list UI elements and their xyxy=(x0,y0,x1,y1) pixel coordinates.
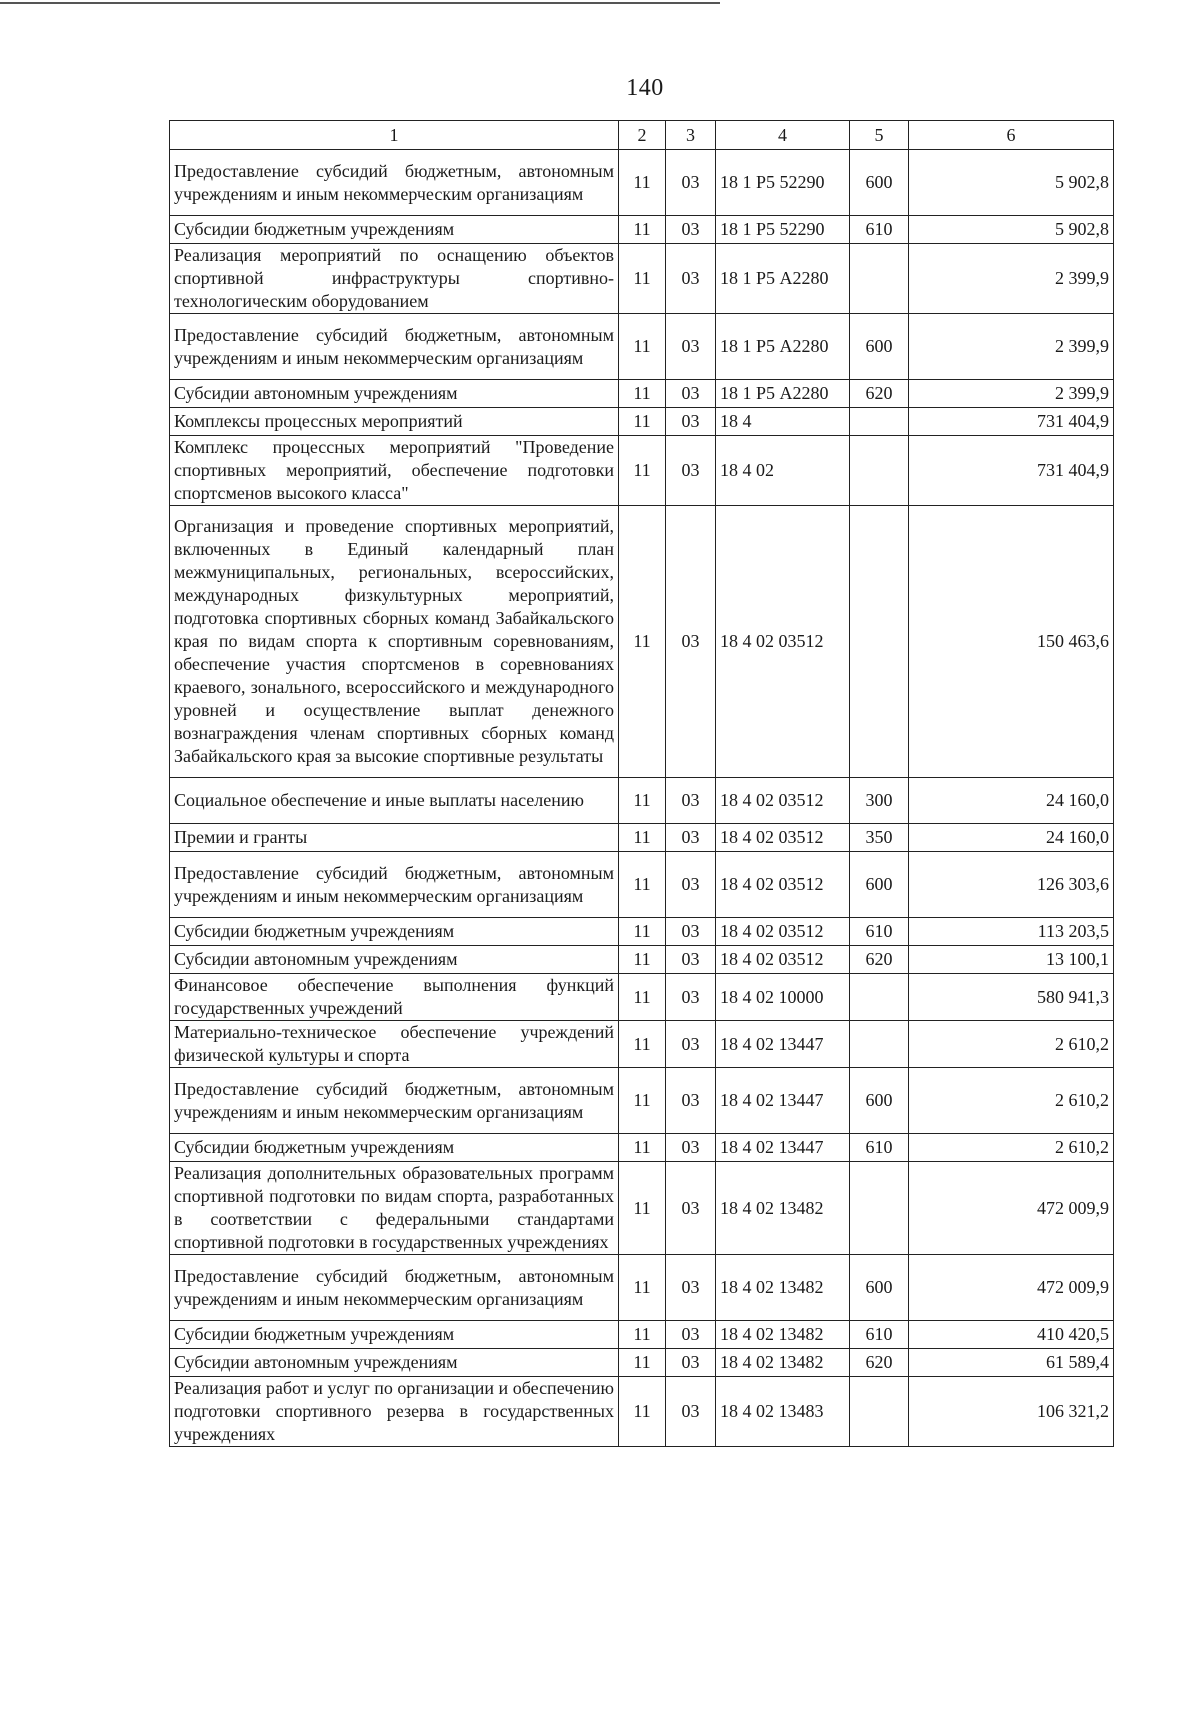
row-name-cell: Субсидии бюджетным учреждениям xyxy=(170,1134,619,1162)
row-subsection-cell: 03 xyxy=(666,150,716,216)
row-expense-type-cell: 600 xyxy=(850,1068,909,1134)
row-expense-type-cell: 600 xyxy=(850,314,909,380)
row-subsection-cell: 03 xyxy=(666,216,716,244)
row-name-cell: Реализация мероприятий по оснащению объектов спортивной инфраструктуры спортивно-технологическим оборудованием xyxy=(170,244,619,314)
row-amount-cell: 472 009,9 xyxy=(909,1162,1114,1255)
table-row xyxy=(170,314,1114,380)
row-target-code-cell: 18 4 02 13447 xyxy=(716,1068,850,1134)
table-row xyxy=(170,974,1114,1021)
row-name-cell: Финансовое обеспечение выполнения функций государственных учреждений xyxy=(170,974,619,1021)
row-section-cell: 11 xyxy=(619,1255,666,1321)
table-row xyxy=(170,1321,1114,1349)
row-section-cell: 11 xyxy=(619,408,666,436)
row-section-cell: 11 xyxy=(619,852,666,918)
table-row xyxy=(170,1068,1114,1134)
row-amount-cell: 24 160,0 xyxy=(909,824,1114,852)
table-row xyxy=(170,1134,1114,1162)
row-name-cell: Комплексы процессных мероприятий xyxy=(170,408,619,436)
row-section-cell: 11 xyxy=(619,946,666,974)
row-subsection-cell: 03 xyxy=(666,824,716,852)
row-subsection-cell: 03 xyxy=(666,408,716,436)
row-section-cell: 11 xyxy=(619,436,666,506)
row-subsection-cell: 03 xyxy=(666,436,716,506)
row-amount-cell: 61 589,4 xyxy=(909,1349,1114,1377)
row-expense-type-cell: 610 xyxy=(850,918,909,946)
row-name-cell: Предоставление субсидий бюджетным, автономным учреждениям и иным некоммерческим организациям xyxy=(170,150,619,216)
header-cell-section: 2 xyxy=(619,121,666,150)
row-amount-cell: 5 902,8 xyxy=(909,216,1114,244)
table-row xyxy=(170,1349,1114,1377)
row-amount-cell: 2 399,9 xyxy=(909,244,1114,314)
row-name-cell: Комплекс процессных мероприятий "Проведение спортивных мероприятий, обеспечение подготовки спортсменов высокого класса" xyxy=(170,436,619,506)
row-name-cell: Субсидии бюджетным учреждениям xyxy=(170,918,619,946)
row-target-code-cell: 18 4 02 03512 xyxy=(716,946,850,974)
header-cell-amount: 6 xyxy=(909,121,1114,150)
row-target-code-cell: 18 4 02 13482 xyxy=(716,1255,850,1321)
row-name-cell: Предоставление субсидий бюджетным, автономным учреждениям и иным некоммерческим организациям xyxy=(170,1255,619,1321)
row-subsection-cell: 03 xyxy=(666,1021,716,1068)
row-amount-cell: 150 463,6 xyxy=(909,506,1114,778)
row-section-cell: 11 xyxy=(619,150,666,216)
table-row xyxy=(170,852,1114,918)
row-amount-cell: 2 610,2 xyxy=(909,1134,1114,1162)
row-target-code-cell: 18 4 02 03512 xyxy=(716,778,850,824)
row-expense-type-cell xyxy=(850,436,909,506)
row-name-cell: Предоставление субсидий бюджетным, автономным учреждениям и иным некоммерческим организациям xyxy=(170,852,619,918)
table-row xyxy=(170,408,1114,436)
row-subsection-cell: 03 xyxy=(666,1068,716,1134)
row-expense-type-cell: 620 xyxy=(850,1349,909,1377)
row-subsection-cell: 03 xyxy=(666,1134,716,1162)
row-expense-type-cell xyxy=(850,1162,909,1255)
row-amount-cell: 2 610,2 xyxy=(909,1068,1114,1134)
row-target-code-cell: 18 4 02 13482 xyxy=(716,1349,850,1377)
table-row xyxy=(170,1377,1114,1447)
header-cell-target: 4 xyxy=(716,121,850,150)
table-row xyxy=(170,918,1114,946)
row-target-code-cell: 18 1 Р5 52290 xyxy=(716,150,850,216)
row-subsection-cell: 03 xyxy=(666,974,716,1021)
row-amount-cell: 106 321,2 xyxy=(909,1377,1114,1447)
row-expense-type-cell: 610 xyxy=(850,1321,909,1349)
row-target-code-cell: 18 4 02 13447 xyxy=(716,1134,850,1162)
page-number: 140 xyxy=(626,75,664,101)
row-subsection-cell: 03 xyxy=(666,1377,716,1447)
row-target-code-cell: 18 4 02 xyxy=(716,436,850,506)
row-section-cell: 11 xyxy=(619,216,666,244)
table-row xyxy=(170,946,1114,974)
row-section-cell: 11 xyxy=(619,1321,666,1349)
row-section-cell: 11 xyxy=(619,314,666,380)
row-subsection-cell: 03 xyxy=(666,1349,716,1377)
top-scan-rule xyxy=(0,2,720,4)
row-amount-cell: 5 902,8 xyxy=(909,150,1114,216)
table-row xyxy=(170,150,1114,216)
row-name-cell: Предоставление субсидий бюджетным, автономным учреждениям и иным некоммерческим организациям xyxy=(170,314,619,380)
table-row xyxy=(170,380,1114,408)
row-expense-type-cell: 300 xyxy=(850,778,909,824)
header-cell-type: 5 xyxy=(850,121,909,150)
row-expense-type-cell xyxy=(850,974,909,1021)
row-name-cell: Организация и проведение спортивных мероприятий, включенных в Единый календарный план межмуниципальных, региональных, всероссийских, международных физкультурных мероприятий, подготовка спортивных сборных команд Забайкальского края по видам спорта к спортивным соревнованиям, обеспечение участия спортсменов в соревнованиях краевого, зонального, всероссийского и международного уровней и осуществление выплат денежного вознаграждения членам спортивных сборных команд Забайкальского края за высокие спортивные результаты xyxy=(170,506,619,778)
row-section-cell: 11 xyxy=(619,244,666,314)
row-target-code-cell: 18 1 Р5 52290 xyxy=(716,216,850,244)
table-row xyxy=(170,1255,1114,1321)
row-target-code-cell: 18 1 Р5 А2280 xyxy=(716,244,850,314)
row-name-cell: Субсидии автономным учреждениям xyxy=(170,380,619,408)
row-amount-cell: 13 100,1 xyxy=(909,946,1114,974)
budget-table xyxy=(169,120,1114,1447)
table-row xyxy=(170,1021,1114,1068)
table-row xyxy=(170,244,1114,314)
header-cell-subsection: 3 xyxy=(666,121,716,150)
header-row xyxy=(170,121,1114,150)
row-amount-cell: 410 420,5 xyxy=(909,1321,1114,1349)
row-subsection-cell: 03 xyxy=(666,314,716,380)
row-target-code-cell: 18 4 02 03512 xyxy=(716,852,850,918)
row-section-cell: 11 xyxy=(619,1068,666,1134)
row-name-cell: Предоставление субсидий бюджетным, автономным учреждениям и иным некоммерческим организациям xyxy=(170,1068,619,1134)
row-target-code-cell: 18 4 02 03512 xyxy=(716,506,850,778)
row-section-cell: 11 xyxy=(619,1021,666,1068)
row-section-cell: 11 xyxy=(619,1349,666,1377)
row-target-code-cell: 18 4 02 03512 xyxy=(716,918,850,946)
row-amount-cell: 731 404,9 xyxy=(909,408,1114,436)
table-row xyxy=(170,824,1114,852)
table-row xyxy=(170,1162,1114,1255)
row-target-code-cell: 18 1 Р5 А2280 xyxy=(716,314,850,380)
row-name-cell: Субсидии автономным учреждениям xyxy=(170,1349,619,1377)
header-cell-name: 1 xyxy=(170,121,619,150)
row-name-cell: Субсидии автономным учреждениям xyxy=(170,946,619,974)
row-name-cell: Премии и гранты xyxy=(170,824,619,852)
row-expense-type-cell xyxy=(850,408,909,436)
row-subsection-cell: 03 xyxy=(666,852,716,918)
row-target-code-cell: 18 4 02 13482 xyxy=(716,1321,850,1349)
row-subsection-cell: 03 xyxy=(666,506,716,778)
row-subsection-cell: 03 xyxy=(666,918,716,946)
row-amount-cell: 2 399,9 xyxy=(909,314,1114,380)
row-name-cell: Субсидии бюджетным учреждениям xyxy=(170,216,619,244)
row-section-cell: 11 xyxy=(619,824,666,852)
row-target-code-cell: 18 4 02 03512 xyxy=(716,824,850,852)
row-expense-type-cell xyxy=(850,1021,909,1068)
row-amount-cell: 24 160,0 xyxy=(909,778,1114,824)
row-subsection-cell: 03 xyxy=(666,778,716,824)
row-expense-type-cell xyxy=(850,506,909,778)
table-body xyxy=(170,150,1114,1447)
row-name-cell: Социальное обеспечение и иные выплаты населению xyxy=(170,778,619,824)
row-expense-type-cell: 350 xyxy=(850,824,909,852)
row-section-cell: 11 xyxy=(619,974,666,1021)
row-amount-cell: 113 203,5 xyxy=(909,918,1114,946)
row-section-cell: 11 xyxy=(619,1134,666,1162)
row-name-cell: Реализация дополнительных образовательных программ спортивной подготовки по видам спорта, разработанных в соответствии с федеральными стандартами спортивной подготовки в государственных учреждениях xyxy=(170,1162,619,1255)
row-target-code-cell: 18 4 02 10000 xyxy=(716,974,850,1021)
row-target-code-cell: 18 4 xyxy=(716,408,850,436)
row-amount-cell: 731 404,9 xyxy=(909,436,1114,506)
row-target-code-cell: 18 4 02 13447 xyxy=(716,1021,850,1068)
row-expense-type-cell: 600 xyxy=(850,150,909,216)
row-subsection-cell: 03 xyxy=(666,380,716,408)
row-target-code-cell: 18 4 02 13482 xyxy=(716,1162,850,1255)
row-expense-type-cell: 620 xyxy=(850,380,909,408)
row-amount-cell: 2 610,2 xyxy=(909,1021,1114,1068)
row-expense-type-cell: 620 xyxy=(850,946,909,974)
row-target-code-cell: 18 4 02 13483 xyxy=(716,1377,850,1447)
row-expense-type-cell: 610 xyxy=(850,216,909,244)
row-section-cell: 11 xyxy=(619,778,666,824)
row-section-cell: 11 xyxy=(619,1377,666,1447)
row-expense-type-cell: 600 xyxy=(850,852,909,918)
table-row xyxy=(170,436,1114,506)
row-name-cell: Материально-техническое обеспечение учреждений физической культуры и спорта xyxy=(170,1021,619,1068)
row-subsection-cell: 03 xyxy=(666,946,716,974)
row-section-cell: 11 xyxy=(619,380,666,408)
row-amount-cell: 2 399,9 xyxy=(909,380,1114,408)
row-subsection-cell: 03 xyxy=(666,244,716,314)
table-row xyxy=(170,506,1114,778)
row-expense-type-cell xyxy=(850,244,909,314)
row-expense-type-cell xyxy=(850,1377,909,1447)
row-name-cell: Реализация работ и услуг по организации и обеспечению подготовки спортивного резерва в государственных учреждениях xyxy=(170,1377,619,1447)
row-expense-type-cell: 610 xyxy=(850,1134,909,1162)
row-amount-cell: 580 941,3 xyxy=(909,974,1114,1021)
table-row xyxy=(170,216,1114,244)
row-expense-type-cell: 600 xyxy=(850,1255,909,1321)
row-amount-cell: 126 303,6 xyxy=(909,852,1114,918)
row-section-cell: 11 xyxy=(619,918,666,946)
row-subsection-cell: 03 xyxy=(666,1321,716,1349)
row-section-cell: 11 xyxy=(619,1162,666,1255)
row-name-cell: Субсидии бюджетным учреждениям xyxy=(170,1321,619,1349)
table-row xyxy=(170,778,1114,824)
row-subsection-cell: 03 xyxy=(666,1255,716,1321)
row-target-code-cell: 18 1 Р5 А2280 xyxy=(716,380,850,408)
row-subsection-cell: 03 xyxy=(666,1162,716,1255)
row-section-cell: 11 xyxy=(619,506,666,778)
row-amount-cell: 472 009,9 xyxy=(909,1255,1114,1321)
